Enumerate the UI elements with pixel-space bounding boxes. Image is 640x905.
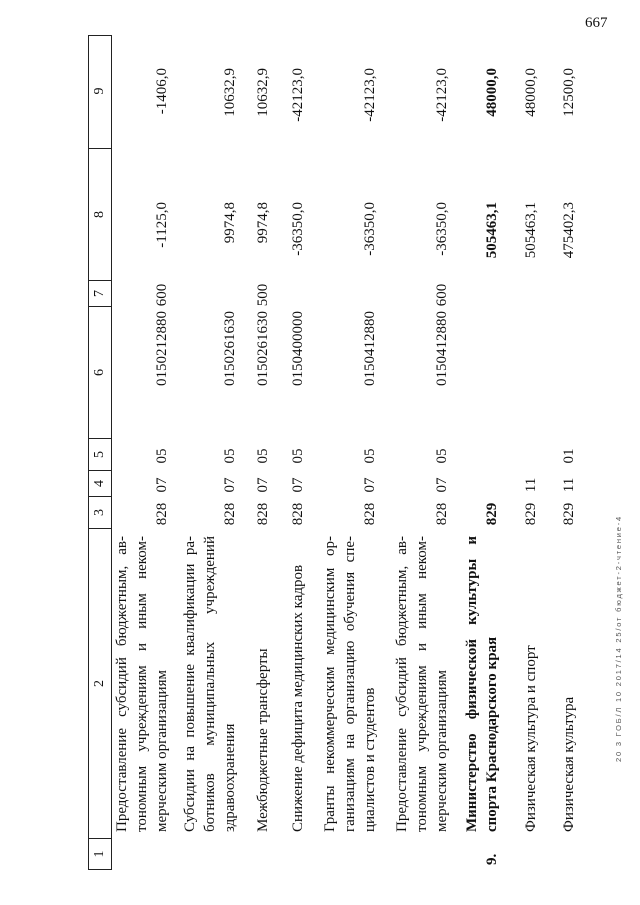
cell-col-3: 828 <box>290 502 306 526</box>
cell-col-8: 9974,8 <box>255 202 271 244</box>
budget-table <box>88 35 593 870</box>
page-number: 667 <box>585 15 608 31</box>
description-line: ботников муниципальных учреждений <box>202 536 218 832</box>
cell-col-4: 07 <box>362 477 378 493</box>
cell-col-9: 48000,0 <box>484 68 500 117</box>
header-col-8: 8 <box>89 149 111 281</box>
cell-col-6: 0150400000 <box>290 311 306 386</box>
table-row <box>180 35 238 870</box>
table-row <box>462 35 500 870</box>
cell-col-4: 11 <box>523 477 539 493</box>
cell-col-5: 01 <box>561 448 577 464</box>
description-line: Гранты некоммерческим медицинским ор- <box>322 536 338 832</box>
cell-col-8: -1125,0 <box>154 202 170 248</box>
table-row <box>288 35 306 870</box>
cell-col-8: 9974,8 <box>222 202 238 244</box>
row-description <box>180 530 240 840</box>
cell-col-9: 10632,9 <box>255 68 271 117</box>
description-line: Снижение дефицита медицинских кадров <box>290 564 306 832</box>
row-description <box>559 530 579 840</box>
cell-col-6: 0150261630 <box>222 311 238 386</box>
row-description <box>253 530 273 840</box>
description-line: здравоохранения <box>222 723 238 832</box>
table-row <box>253 35 271 870</box>
header-col-2: 2 <box>89 529 111 839</box>
cell-col-8: 505463,1 <box>523 202 539 259</box>
table-row <box>112 35 170 870</box>
cell-col-4: 07 <box>434 477 450 493</box>
description-line: ганизациям на организацию обучения спе- <box>342 536 358 832</box>
header-col-6: 6 <box>89 307 111 439</box>
cell-col-5: 05 <box>434 448 450 464</box>
cell-col-6: 0150261630 <box>255 311 271 386</box>
table-header <box>88 35 112 870</box>
header-col-7: 7 <box>89 281 111 307</box>
cell-col-3: 828 <box>362 502 378 526</box>
description-line: Министерство физической культуры и <box>464 536 480 832</box>
description-line: спорта Краснодарского края <box>484 636 500 832</box>
table-row <box>392 35 450 870</box>
row-description <box>288 530 308 840</box>
row-description <box>320 530 380 840</box>
description-line: Субсидии на повышение квалификации ра- <box>182 536 198 832</box>
row-number: 9. <box>484 853 500 865</box>
cell-col-4: 11 <box>561 477 577 493</box>
row-description <box>392 530 452 840</box>
cell-col-8: 475402,3 <box>561 202 577 259</box>
footer-stamp: 20 3 ГОБ/Л 10 2017/14 25/от бюджет-2-чтение-4 <box>614 514 623 762</box>
cell-col-9: -42123,0 <box>362 68 378 122</box>
cell-col-3: 828 <box>434 502 450 526</box>
description-line: мерческим организациям <box>154 670 170 832</box>
cell-col-6: 0150212880 <box>154 311 170 386</box>
cell-col-4: 07 <box>290 477 306 493</box>
cell-col-5: 05 <box>290 448 306 464</box>
row-description <box>112 530 172 840</box>
cell-col-9: -42123,0 <box>290 68 306 122</box>
description-line: циалистов и студентов <box>362 687 378 832</box>
cell-col-7: 500 <box>255 283 271 307</box>
cell-col-3: 829 <box>484 502 500 526</box>
cell-col-5: 05 <box>222 448 238 464</box>
cell-col-3: 829 <box>561 502 577 526</box>
cell-col-9: 48000,0 <box>523 68 539 117</box>
description-line: Предоставление субсидий бюджетным, ав- <box>114 536 130 832</box>
cell-col-9: -1406,0 <box>154 68 170 115</box>
cell-col-8: -36350,0 <box>362 202 378 256</box>
description-line: Межбюджетные трансферты <box>255 648 271 832</box>
header-col-3: 3 <box>89 497 111 529</box>
description-line: тономным учреждениям и иным неком- <box>134 536 150 832</box>
cell-col-4: 07 <box>154 477 170 493</box>
cell-col-3: 829 <box>523 502 539 526</box>
cell-col-9: 12500,0 <box>561 68 577 117</box>
description-line: Физическая культура и спорт <box>523 645 539 832</box>
row-description <box>462 530 502 840</box>
header-col-1: 1 <box>92 850 107 858</box>
description-line: мерческим организациям <box>434 670 450 832</box>
cell-col-7: 600 <box>434 283 450 307</box>
description-line: Физическая культура <box>561 696 577 832</box>
description-line: тономным учреждениям и иным неком- <box>414 536 430 832</box>
cell-col-3: 828 <box>255 502 271 526</box>
cell-col-5: 05 <box>255 448 271 464</box>
cell-col-8: -36350,0 <box>434 202 450 256</box>
row-description <box>521 530 541 840</box>
header-col-4: 4 <box>89 471 111 497</box>
header-col-9: 9 <box>89 34 111 149</box>
cell-col-8: -36350,0 <box>290 202 306 256</box>
table-row <box>521 35 539 870</box>
cell-col-3: 828 <box>154 502 170 526</box>
header-col-5: 5 <box>89 439 111 471</box>
cell-col-4: 07 <box>222 477 238 493</box>
cell-col-5: 05 <box>362 448 378 464</box>
table-row <box>559 35 577 870</box>
cell-col-6: 0150412880 <box>434 311 450 386</box>
cell-col-6: 0150412880 <box>362 311 378 386</box>
cell-col-9: 10632,9 <box>222 68 238 117</box>
cell-col-9: -42123,0 <box>434 68 450 122</box>
cell-col-3: 828 <box>222 502 238 526</box>
cell-col-5: 05 <box>154 448 170 464</box>
cell-col-8: 505463,1 <box>484 202 500 259</box>
cell-col-7: 600 <box>154 283 170 307</box>
description-line: Предоставление субсидий бюджетным, ав- <box>394 536 410 832</box>
cell-col-4: 07 <box>255 477 271 493</box>
table-row <box>320 35 378 870</box>
